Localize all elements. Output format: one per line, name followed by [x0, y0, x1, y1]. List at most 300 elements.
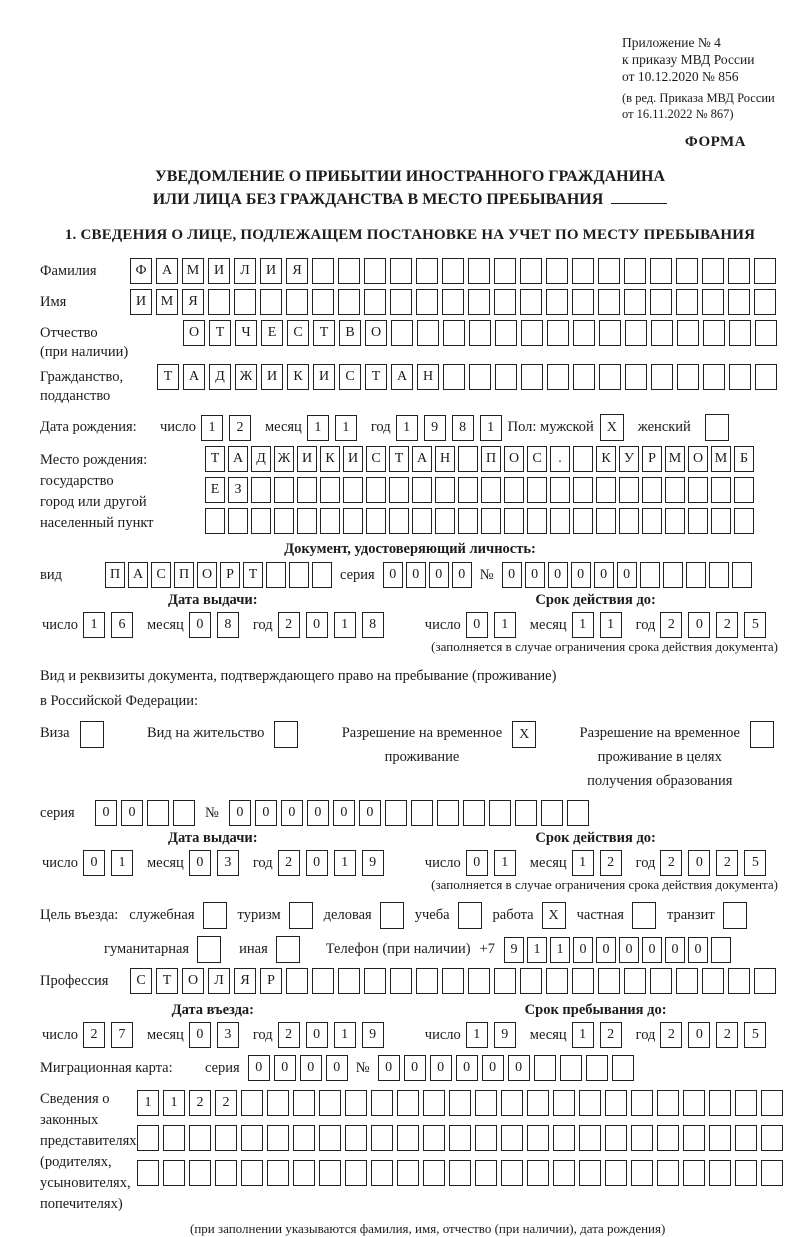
char-box[interactable]: 0: [688, 612, 710, 638]
char-box[interactable]: 2: [660, 850, 682, 876]
char-box[interactable]: 0: [502, 562, 522, 588]
char-box[interactable]: [338, 968, 360, 994]
char-box[interactable]: [289, 562, 309, 588]
char-box[interactable]: В: [339, 320, 361, 346]
char-box[interactable]: Я: [182, 289, 204, 315]
char-box[interactable]: 0: [617, 562, 637, 588]
char-box[interactable]: Л: [208, 968, 230, 994]
char-box[interactable]: 2: [716, 850, 738, 876]
char-box[interactable]: [468, 968, 490, 994]
char-box[interactable]: А: [183, 364, 205, 390]
char-box[interactable]: [761, 1160, 783, 1186]
char-box[interactable]: 0: [548, 562, 568, 588]
char-box[interactable]: 8: [452, 415, 474, 441]
char-box[interactable]: И: [208, 258, 230, 284]
char-box[interactable]: [449, 1090, 471, 1116]
char-box[interactable]: [754, 968, 776, 994]
char-box[interactable]: 0: [274, 1055, 296, 1081]
char-box[interactable]: [504, 477, 524, 503]
char-box[interactable]: [596, 508, 616, 534]
char-box[interactable]: 5: [744, 1022, 766, 1048]
char-box[interactable]: [734, 508, 754, 534]
char-box[interactable]: [412, 477, 432, 503]
char-box[interactable]: [385, 800, 407, 826]
char-box[interactable]: 0: [466, 612, 488, 638]
char-box[interactable]: 0: [300, 1055, 322, 1081]
char-box[interactable]: [443, 364, 465, 390]
char-box[interactable]: Ж: [274, 446, 294, 472]
char-box[interactable]: [527, 1160, 549, 1186]
char-box[interactable]: [521, 320, 543, 346]
char-box[interactable]: [624, 289, 646, 315]
char-box[interactable]: [501, 1090, 523, 1116]
char-box[interactable]: С: [130, 968, 152, 994]
char-box[interactable]: С: [527, 446, 547, 472]
char-box[interactable]: [527, 508, 547, 534]
char-box[interactable]: [475, 1090, 497, 1116]
char-box[interactable]: К: [596, 446, 616, 472]
char-box[interactable]: [657, 1160, 679, 1186]
char-box[interactable]: [732, 562, 752, 588]
char-box[interactable]: [423, 1090, 445, 1116]
char-box[interactable]: 2: [278, 1022, 300, 1048]
char-box[interactable]: 1: [572, 612, 594, 638]
char-box[interactable]: О: [183, 320, 205, 346]
char-box[interactable]: [520, 968, 542, 994]
char-box[interactable]: А: [391, 364, 413, 390]
char-box[interactable]: [389, 508, 409, 534]
char-box[interactable]: П: [174, 562, 194, 588]
char-box[interactable]: 0: [326, 1055, 348, 1081]
char-box[interactable]: [676, 968, 698, 994]
char-box[interactable]: [605, 1090, 627, 1116]
char-box[interactable]: [521, 364, 543, 390]
char-box[interactable]: [702, 289, 724, 315]
char-box[interactable]: 2: [83, 1022, 105, 1048]
char-box[interactable]: [437, 800, 459, 826]
char-box[interactable]: [312, 289, 334, 315]
char-box[interactable]: [412, 508, 432, 534]
char-box[interactable]: Д: [251, 446, 271, 472]
char-box[interactable]: [147, 800, 169, 826]
char-box[interactable]: [463, 800, 485, 826]
residence-permit-checkbox[interactable]: [274, 721, 298, 748]
char-box[interactable]: 1: [600, 612, 622, 638]
char-box[interactable]: [665, 477, 685, 503]
char-box[interactable]: Я: [234, 968, 256, 994]
char-box[interactable]: 0: [594, 562, 614, 588]
char-box[interactable]: [754, 289, 776, 315]
char-box[interactable]: 3: [217, 1022, 239, 1048]
char-box[interactable]: [735, 1160, 757, 1186]
char-box[interactable]: [711, 508, 731, 534]
char-box[interactable]: М: [665, 446, 685, 472]
char-box[interactable]: [734, 477, 754, 503]
char-box[interactable]: 3: [217, 850, 239, 876]
char-box[interactable]: [215, 1160, 237, 1186]
char-box[interactable]: О: [182, 968, 204, 994]
char-box[interactable]: [573, 446, 593, 472]
char-box[interactable]: Т: [156, 968, 178, 994]
char-box[interactable]: 0: [525, 562, 545, 588]
char-box[interactable]: [534, 1055, 556, 1081]
char-box[interactable]: [397, 1160, 419, 1186]
char-box[interactable]: Т: [243, 562, 263, 588]
char-box[interactable]: Е: [205, 477, 225, 503]
char-box[interactable]: [442, 258, 464, 284]
char-box[interactable]: М: [711, 446, 731, 472]
char-box[interactable]: [709, 562, 729, 588]
char-box[interactable]: И: [130, 289, 152, 315]
char-box[interactable]: [215, 1125, 237, 1151]
char-box[interactable]: У: [619, 446, 639, 472]
char-box[interactable]: 1: [334, 612, 356, 638]
char-box[interactable]: [683, 1125, 705, 1151]
char-box[interactable]: [573, 364, 595, 390]
char-box[interactable]: [651, 320, 673, 346]
char-box[interactable]: 1: [201, 415, 223, 441]
char-box[interactable]: [650, 289, 672, 315]
char-box[interactable]: 0: [359, 800, 381, 826]
char-box[interactable]: [642, 508, 662, 534]
char-box[interactable]: 1: [466, 1022, 488, 1048]
char-box[interactable]: 0: [306, 850, 328, 876]
char-box[interactable]: 0: [466, 850, 488, 876]
char-box[interactable]: [541, 800, 563, 826]
purpose-study-checkbox[interactable]: [458, 902, 482, 929]
char-box[interactable]: [251, 508, 271, 534]
char-box[interactable]: 9: [362, 850, 384, 876]
purpose-transit-checkbox[interactable]: [723, 902, 747, 929]
char-box[interactable]: [205, 508, 225, 534]
char-box[interactable]: [494, 258, 516, 284]
char-box[interactable]: [560, 1055, 582, 1081]
char-box[interactable]: [435, 477, 455, 503]
char-box[interactable]: [686, 562, 706, 588]
char-box[interactable]: 1: [396, 415, 418, 441]
char-box[interactable]: [728, 968, 750, 994]
char-box[interactable]: [189, 1125, 211, 1151]
purpose-official-checkbox[interactable]: [203, 902, 227, 929]
char-box[interactable]: [598, 968, 620, 994]
char-box[interactable]: [475, 1125, 497, 1151]
char-box[interactable]: О: [504, 446, 524, 472]
char-box[interactable]: Р: [642, 446, 662, 472]
char-box[interactable]: [703, 364, 725, 390]
char-box[interactable]: А: [128, 562, 148, 588]
char-box[interactable]: 1: [307, 415, 329, 441]
char-box[interactable]: [267, 1090, 289, 1116]
temporary-residence-checkbox[interactable]: X: [512, 721, 536, 748]
char-box[interactable]: 2: [716, 1022, 738, 1048]
char-box[interactable]: 1: [83, 612, 105, 638]
char-box[interactable]: [389, 477, 409, 503]
char-box[interactable]: 1: [137, 1090, 159, 1116]
char-box[interactable]: 0: [688, 1022, 710, 1048]
char-box[interactable]: О: [365, 320, 387, 346]
char-box[interactable]: [274, 508, 294, 534]
char-box[interactable]: [651, 364, 673, 390]
char-box[interactable]: [286, 968, 308, 994]
visa-checkbox[interactable]: [80, 721, 104, 748]
char-box[interactable]: 6: [111, 612, 133, 638]
char-box[interactable]: П: [105, 562, 125, 588]
purpose-private-checkbox[interactable]: [632, 902, 656, 929]
char-box[interactable]: [163, 1125, 185, 1151]
char-box[interactable]: 1: [334, 850, 356, 876]
char-box[interactable]: И: [297, 446, 317, 472]
char-box[interactable]: Т: [313, 320, 335, 346]
char-box[interactable]: [297, 477, 317, 503]
char-box[interactable]: [228, 508, 248, 534]
char-box[interactable]: [709, 1125, 731, 1151]
char-box[interactable]: [579, 1090, 601, 1116]
char-box[interactable]: 0: [189, 850, 211, 876]
purpose-humanitarian-checkbox[interactable]: [197, 936, 221, 963]
char-box[interactable]: [650, 968, 672, 994]
char-box[interactable]: [501, 1125, 523, 1151]
char-box[interactable]: [598, 289, 620, 315]
purpose-work-checkbox[interactable]: X: [542, 902, 566, 929]
char-box[interactable]: [449, 1160, 471, 1186]
char-box[interactable]: [469, 364, 491, 390]
char-box[interactable]: [642, 477, 662, 503]
char-box[interactable]: О: [688, 446, 708, 472]
char-box[interactable]: [137, 1160, 159, 1186]
temporary-residence-education-checkbox[interactable]: [750, 721, 774, 748]
char-box[interactable]: [293, 1160, 315, 1186]
char-box[interactable]: 2: [229, 415, 251, 441]
char-box[interactable]: [338, 258, 360, 284]
char-box[interactable]: [625, 320, 647, 346]
char-box[interactable]: [709, 1160, 731, 1186]
char-box[interactable]: 1: [527, 937, 547, 963]
char-box[interactable]: [640, 562, 660, 588]
char-box[interactable]: [572, 258, 594, 284]
char-box[interactable]: Н: [435, 446, 455, 472]
char-box[interactable]: [208, 289, 230, 315]
char-box[interactable]: 7: [111, 1022, 133, 1048]
char-box[interactable]: [515, 800, 537, 826]
char-box[interactable]: [586, 1055, 608, 1081]
char-box[interactable]: [371, 1160, 393, 1186]
char-box[interactable]: [598, 258, 620, 284]
char-box[interactable]: [703, 320, 725, 346]
char-box[interactable]: 1: [572, 1022, 594, 1048]
char-box[interactable]: [688, 477, 708, 503]
char-box[interactable]: [241, 1090, 263, 1116]
char-box[interactable]: А: [156, 258, 178, 284]
char-box[interactable]: Т: [157, 364, 179, 390]
char-box[interactable]: [173, 800, 195, 826]
char-box[interactable]: 9: [362, 1022, 384, 1048]
char-box[interactable]: 1: [572, 850, 594, 876]
char-box[interactable]: И: [260, 258, 282, 284]
char-box[interactable]: [458, 477, 478, 503]
char-box[interactable]: [605, 1160, 627, 1186]
char-box[interactable]: .: [550, 446, 570, 472]
char-box[interactable]: [274, 477, 294, 503]
char-box[interactable]: [553, 1125, 575, 1151]
char-box[interactable]: [319, 1160, 341, 1186]
char-box[interactable]: [137, 1125, 159, 1151]
char-box[interactable]: [319, 1090, 341, 1116]
sex-female-checkbox[interactable]: [705, 414, 729, 441]
char-box[interactable]: 2: [600, 850, 622, 876]
char-box[interactable]: [241, 1125, 263, 1151]
char-box[interactable]: [458, 508, 478, 534]
char-box[interactable]: [366, 477, 386, 503]
char-box[interactable]: [754, 258, 776, 284]
char-box[interactable]: 0: [333, 800, 355, 826]
char-box[interactable]: [411, 800, 433, 826]
char-box[interactable]: 0: [688, 850, 710, 876]
char-box[interactable]: [702, 258, 724, 284]
char-box[interactable]: [547, 320, 569, 346]
char-box[interactable]: [320, 508, 340, 534]
char-box[interactable]: [702, 968, 724, 994]
char-box[interactable]: [468, 258, 490, 284]
char-box[interactable]: 2: [660, 612, 682, 638]
char-box[interactable]: [189, 1160, 211, 1186]
char-box[interactable]: 0: [688, 937, 708, 963]
char-box[interactable]: [520, 289, 542, 315]
char-box[interactable]: [481, 477, 501, 503]
char-box[interactable]: [468, 289, 490, 315]
char-box[interactable]: Т: [365, 364, 387, 390]
char-box[interactable]: [657, 1090, 679, 1116]
char-box[interactable]: 9: [504, 937, 524, 963]
char-box[interactable]: [573, 320, 595, 346]
char-box[interactable]: [520, 258, 542, 284]
char-box[interactable]: [677, 320, 699, 346]
char-box[interactable]: [504, 508, 524, 534]
char-box[interactable]: К: [287, 364, 309, 390]
char-box[interactable]: 0: [619, 937, 639, 963]
char-box[interactable]: [364, 968, 386, 994]
char-box[interactable]: [579, 1125, 601, 1151]
char-box[interactable]: З: [228, 477, 248, 503]
char-box[interactable]: 0: [456, 1055, 478, 1081]
char-box[interactable]: [553, 1160, 575, 1186]
char-box[interactable]: [624, 968, 646, 994]
char-box[interactable]: [163, 1160, 185, 1186]
purpose-tourism-checkbox[interactable]: [289, 902, 313, 929]
char-box[interactable]: 0: [429, 562, 449, 588]
char-box[interactable]: [267, 1125, 289, 1151]
char-box[interactable]: И: [261, 364, 283, 390]
char-box[interactable]: [458, 446, 478, 472]
char-box[interactable]: 0: [83, 850, 105, 876]
char-box[interactable]: 2: [215, 1090, 237, 1116]
purpose-business-checkbox[interactable]: [380, 902, 404, 929]
char-box[interactable]: [755, 364, 777, 390]
char-box[interactable]: 1: [335, 415, 357, 441]
char-box[interactable]: 2: [278, 612, 300, 638]
char-box[interactable]: [397, 1125, 419, 1151]
char-box[interactable]: 1: [111, 850, 133, 876]
char-box[interactable]: 0: [378, 1055, 400, 1081]
char-box[interactable]: Р: [260, 968, 282, 994]
char-box[interactable]: [663, 562, 683, 588]
sex-male-checkbox[interactable]: X: [600, 414, 624, 441]
char-box[interactable]: 0: [508, 1055, 530, 1081]
char-box[interactable]: 1: [334, 1022, 356, 1048]
char-box[interactable]: 1: [494, 850, 516, 876]
char-box[interactable]: Ф: [130, 258, 152, 284]
char-box[interactable]: 0: [665, 937, 685, 963]
char-box[interactable]: 0: [596, 937, 616, 963]
char-box[interactable]: [546, 289, 568, 315]
char-box[interactable]: Т: [209, 320, 231, 346]
char-box[interactable]: [234, 289, 256, 315]
char-box[interactable]: 0: [306, 1022, 328, 1048]
char-box[interactable]: [711, 937, 731, 963]
char-box[interactable]: [435, 508, 455, 534]
char-box[interactable]: [495, 364, 517, 390]
char-box[interactable]: [366, 508, 386, 534]
char-box[interactable]: [573, 508, 593, 534]
char-box[interactable]: 2: [278, 850, 300, 876]
char-box[interactable]: К: [320, 446, 340, 472]
char-box[interactable]: Б: [734, 446, 754, 472]
char-box[interactable]: [735, 1090, 757, 1116]
char-box[interactable]: 0: [189, 1022, 211, 1048]
char-box[interactable]: [260, 289, 282, 315]
char-box[interactable]: 5: [744, 612, 766, 638]
char-box[interactable]: Т: [205, 446, 225, 472]
char-box[interactable]: [624, 258, 646, 284]
char-box[interactable]: [442, 968, 464, 994]
char-box[interactable]: [494, 289, 516, 315]
char-box[interactable]: 2: [189, 1090, 211, 1116]
char-box[interactable]: 2: [716, 612, 738, 638]
char-box[interactable]: 0: [95, 800, 117, 826]
char-box[interactable]: [495, 320, 517, 346]
char-box[interactable]: [619, 508, 639, 534]
char-box[interactable]: [676, 258, 698, 284]
char-box[interactable]: И: [343, 446, 363, 472]
char-box[interactable]: [391, 320, 413, 346]
char-box[interactable]: [443, 320, 465, 346]
char-box[interactable]: [266, 562, 286, 588]
char-box[interactable]: [625, 364, 647, 390]
char-box[interactable]: [761, 1090, 783, 1116]
char-box[interactable]: 0: [189, 612, 211, 638]
char-box[interactable]: [605, 1125, 627, 1151]
char-box[interactable]: [481, 508, 501, 534]
char-box[interactable]: 8: [217, 612, 239, 638]
char-box[interactable]: [735, 1125, 757, 1151]
char-box[interactable]: [688, 508, 708, 534]
char-box[interactable]: 1: [550, 937, 570, 963]
char-box[interactable]: 0: [255, 800, 277, 826]
char-box[interactable]: Р: [220, 562, 240, 588]
char-box[interactable]: И: [313, 364, 335, 390]
char-box[interactable]: [683, 1160, 705, 1186]
char-box[interactable]: [343, 508, 363, 534]
char-box[interactable]: 0: [121, 800, 143, 826]
char-box[interactable]: П: [481, 446, 501, 472]
char-box[interactable]: [527, 477, 547, 503]
char-box[interactable]: Ж: [235, 364, 257, 390]
char-box[interactable]: А: [412, 446, 432, 472]
char-box[interactable]: [619, 477, 639, 503]
char-box[interactable]: [599, 364, 621, 390]
char-box[interactable]: 0: [406, 562, 426, 588]
char-box[interactable]: 0: [482, 1055, 504, 1081]
char-box[interactable]: [417, 320, 439, 346]
